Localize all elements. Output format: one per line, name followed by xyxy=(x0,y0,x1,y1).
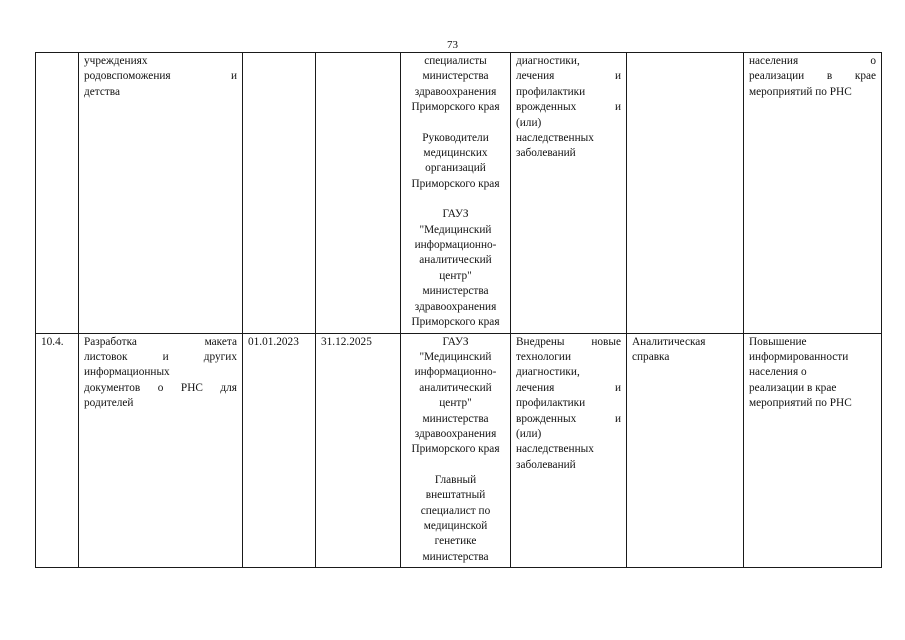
cell-report-form xyxy=(627,333,744,568)
result-line: диагностики, xyxy=(516,366,580,379)
page-number: 73 xyxy=(447,39,458,51)
responsible-line: медицинских xyxy=(423,147,488,160)
measures-table xyxy=(35,52,882,568)
responsible-line: организаций xyxy=(425,162,486,175)
activity-line: родителей xyxy=(84,397,134,410)
responsible-line: ГАУЗ xyxy=(442,335,469,348)
cell-result xyxy=(511,333,627,568)
responsible-line: медицинской xyxy=(423,519,488,532)
result-line: технологии xyxy=(516,350,572,363)
result-line: заболеваний xyxy=(516,147,576,160)
indicator-line: мероприятий по РНС xyxy=(749,397,852,410)
activity-line: родовспоможения и xyxy=(84,70,237,83)
responsible-line: здравоохранения xyxy=(414,300,497,313)
result-line: врожденных и xyxy=(516,412,621,425)
table-row-continuation xyxy=(36,53,882,334)
responsible-line: аналитический xyxy=(419,381,492,394)
report-form-line: справка xyxy=(632,350,670,363)
result-line: лечения и xyxy=(516,381,621,394)
indicator-line: реализации в крае xyxy=(749,381,837,394)
result-line: наследственных xyxy=(516,132,594,145)
indicator-line: Повышение xyxy=(749,335,807,348)
responsible-line: специалист по xyxy=(420,504,491,517)
activity-line: учреждениях xyxy=(84,55,148,67)
indicator-line: реализации в крае xyxy=(749,70,876,83)
activity-line: детства xyxy=(84,85,120,98)
cell-activity xyxy=(79,53,243,334)
responsible-line: информационно- xyxy=(414,239,497,252)
cell-start-date: 01.01.2023 xyxy=(243,333,316,568)
report-form-line: Аналитическая xyxy=(632,335,706,348)
responsible-line: Приморского края xyxy=(411,443,500,456)
cell-report-form xyxy=(627,53,744,334)
responsible-line: здравоохранения xyxy=(414,427,497,440)
result-line: наследственных xyxy=(516,443,594,456)
result-line: (или) xyxy=(516,427,542,440)
cell-activity xyxy=(79,333,243,568)
responsible-line: здравоохранения xyxy=(414,85,497,98)
result-line: профилактики xyxy=(516,397,586,410)
cell-number: 10.4. xyxy=(36,333,79,568)
responsible-line: центр" xyxy=(439,269,472,282)
responsible-line: информационно- xyxy=(414,366,497,379)
responsible-line: Главный xyxy=(434,473,477,486)
activity-line: Разработка макета xyxy=(84,335,237,348)
responsible-line: министерства xyxy=(422,412,489,425)
cell-start-date xyxy=(243,53,316,334)
cell-indicator xyxy=(744,53,882,334)
responsible-line: Приморского края xyxy=(411,316,500,329)
cell-number xyxy=(36,53,79,334)
indicator-line: населения о xyxy=(749,55,876,67)
activity-line: документов о РНС для xyxy=(84,381,237,394)
result-line: профилактики xyxy=(516,85,586,98)
result-line: (или) xyxy=(516,116,542,129)
responsible-line: Приморского края xyxy=(411,177,500,190)
responsible-line: Руководители xyxy=(422,131,489,144)
result-line: диагностики, xyxy=(516,55,580,67)
activity-line: информационных xyxy=(84,366,170,379)
activity-line: листовок и других xyxy=(84,350,237,363)
cell-responsible xyxy=(401,333,511,568)
responsible-line: "Медицинский xyxy=(419,350,492,363)
responsible-line: аналитический xyxy=(419,254,492,267)
result-line: заболеваний xyxy=(516,458,576,471)
responsible-line: министерства xyxy=(422,70,489,83)
cell-end-date xyxy=(316,53,401,334)
responsible-line: центр" xyxy=(439,397,472,410)
responsible-line: Приморского края xyxy=(411,101,500,114)
responsible-line: специалисты xyxy=(424,55,487,67)
table-row xyxy=(36,333,882,568)
cell-end-date: 31.12.2025 xyxy=(316,333,401,568)
indicator-line: информированности xyxy=(749,350,849,363)
responsible-line: министерства xyxy=(422,285,489,298)
responsible-line: генетике xyxy=(434,535,477,548)
cell-result xyxy=(511,53,627,334)
responsible-line: министерства xyxy=(422,550,489,563)
indicator-line: мероприятий по РНС xyxy=(749,85,852,98)
indicator-line: населения о xyxy=(749,366,807,379)
cell-indicator xyxy=(744,333,882,568)
result-line: лечения и xyxy=(516,70,621,83)
responsible-line: "Медицинский xyxy=(419,223,492,236)
cell-responsible xyxy=(401,53,511,334)
responsible-line: ГАУЗ xyxy=(442,208,469,221)
result-line: Внедрены новые xyxy=(516,335,621,348)
result-line: врожденных и xyxy=(516,101,621,114)
responsible-line: внештатный xyxy=(425,489,486,502)
